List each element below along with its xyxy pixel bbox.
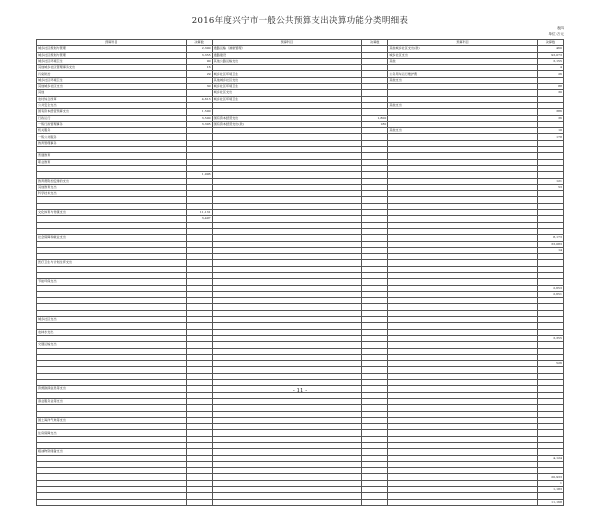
amount-cell: 36 <box>537 115 563 121</box>
amount-cell: 3,395 <box>186 121 212 127</box>
budget-item-cell: 城乡社区环境卫生 <box>212 71 362 77</box>
amount-cell: 2,653 <box>537 285 563 291</box>
budget-item-cell: 城乡社区支出 <box>37 317 187 323</box>
amount-cell: 53 <box>537 184 563 190</box>
budget-item-cell: 其他城乡社区支出(款) <box>388 46 538 52</box>
budget-item-cell <box>388 499 538 505</box>
budget-item-cell: 科学技术支出 <box>37 191 187 197</box>
header-cell: 决算数 <box>186 40 212 46</box>
header-cell: 预算科目 <box>37 40 187 46</box>
budget-item-cell: 节能环保支出 <box>37 279 187 285</box>
budget-item-cell: 城乡社区环境卫生 <box>37 58 187 64</box>
budget-item-cell: 城乡社区环境卫生 <box>37 77 187 83</box>
amount-cell: 2,651 <box>537 291 563 297</box>
amount-cell: 4,613 <box>186 96 212 102</box>
page-number: - 11 - <box>292 388 308 394</box>
amount-cell <box>362 499 388 505</box>
amount-cell: 14 <box>537 247 563 253</box>
budget-item-cell: 城乡社区支出 <box>388 52 538 58</box>
amount-cell: 1,183 <box>537 487 563 493</box>
budget-item-cell: 社会保障和就业支出 <box>37 235 187 241</box>
amount-cell: 93,073 <box>537 52 563 58</box>
budget-item-cell: 农村综合改革 <box>37 96 187 102</box>
amount-cell: 90 <box>186 58 212 64</box>
budget-item-cell: 交通运输支出 <box>37 342 187 348</box>
budget-item-cell: 其他城乡社区管理事务支出 <box>37 65 187 71</box>
budget-item-cell: 其他 <box>37 90 187 96</box>
budget-item-cell: 其他公路运输支出 <box>212 58 362 64</box>
amount-cell: 386 <box>537 109 563 115</box>
amount-cell: 29 <box>186 71 212 77</box>
budget-item-cell: 普通教育 <box>37 153 187 159</box>
budget-item-cell: 教育费附加安排的支出 <box>37 178 187 184</box>
amount-cell: 2,300 <box>186 46 212 52</box>
document-title: 2016年度兴宁市一般公共预算支出决算功能分类明细表 <box>191 16 409 26</box>
amount-cell: 3,355 <box>537 335 563 341</box>
header-cell: 决算数 <box>537 40 563 46</box>
budget-item-cell: 资源勘探信息等支出 <box>37 386 187 392</box>
amount-cell <box>186 499 212 505</box>
amount-cell: 1,996 <box>186 172 212 178</box>
budget-item-cell: 公共安全支出 <box>37 102 187 108</box>
budget-item-cell: 城乡社区环境卫生 <box>212 84 362 90</box>
budget-item-cell: 粮油物资储备支出 <box>37 449 187 455</box>
budget-item-cell: 其他城乡社区支出 <box>37 84 187 90</box>
budget-item-cell <box>37 499 187 505</box>
amount-cell: 33,083 <box>537 241 563 247</box>
budget-item-cell: 国有资本经营预算支出 <box>37 109 187 115</box>
budget-item-cell: 机关服务 <box>37 128 187 134</box>
budget-item-cell: 国有资本经营支出 <box>212 115 362 121</box>
amount-cell: 526 <box>537 361 563 367</box>
amount-cell: 460 <box>537 46 563 52</box>
budget-item-cell: 职业教育 <box>37 159 187 165</box>
budget-item-cell: 国有资本经营支出(款) <box>212 121 362 127</box>
budget-item-cell: 教育管理事务 <box>37 140 187 146</box>
budget-item-cell: 其他城乡社区支出 <box>212 77 362 83</box>
amount-cell: 4 <box>537 65 563 71</box>
amount-cell: 20,933 <box>537 474 563 480</box>
budget-item-cell: 医疗卫生与计划生育支出 <box>37 260 187 266</box>
budget-item-cell: 文化体育与传媒支出 <box>37 210 187 216</box>
amount-cell: 3,497 <box>186 216 212 222</box>
amount-cell: 180 <box>362 121 388 127</box>
amount-cell: 178 <box>537 134 563 140</box>
amount-cell: 4,124 <box>537 455 563 461</box>
budget-item-cell: 城乡社区规划与管理 <box>37 46 187 52</box>
budget-item-cell: 城乡社区规划与管理 <box>37 52 187 58</box>
budget-item-cell: 城乡社区环境卫生 <box>212 96 362 102</box>
amount-cell: 3,500 <box>186 115 212 121</box>
amount-cell: 1,500 <box>186 109 212 115</box>
budget-table <box>36 39 564 506</box>
budget-item-cell: 一般公共服务 <box>37 134 187 140</box>
budget-item-cell: 公务用车运行维护费 <box>388 71 538 77</box>
budget-item-cell: 其他教育支出 <box>37 184 187 190</box>
budget-item-cell: 其他支出 <box>388 77 538 83</box>
unit-label: 单位:万元 <box>548 32 564 36</box>
budget-item-cell: 国土海洋气象等支出 <box>37 417 187 423</box>
amount-cell: 1 <box>537 480 563 486</box>
budget-item-cell: 农林水支出 <box>37 329 187 335</box>
amount-cell: 26 <box>537 71 563 77</box>
amount-cell: 11,168 <box>537 499 563 505</box>
amount-cell: 3,355 <box>186 52 212 58</box>
amount-cell: 121 <box>537 178 563 184</box>
budget-item-cell: 商业服务业等支出 <box>37 398 187 404</box>
budget-item-cell: 一般行政管理事务 <box>37 121 187 127</box>
amount-cell: 10 <box>537 128 563 134</box>
table-label: 表四 <box>556 26 564 30</box>
table-row <box>37 499 564 505</box>
budget-item-cell: 其他 <box>388 58 538 64</box>
budget-item-cell: 城乡社区支出 <box>212 90 362 96</box>
amount-cell: 8,173 <box>537 235 563 241</box>
amount-cell: 16 <box>186 65 212 71</box>
amount-cell: 1,800 <box>362 115 388 121</box>
header-cell: 决算数 <box>362 40 388 46</box>
budget-item-cell <box>212 499 362 505</box>
budget-item-cell: 其他支出 <box>388 128 538 134</box>
amount-cell: 11,131 <box>186 210 212 216</box>
header-cell: 预算科目 <box>388 40 538 46</box>
budget-item-cell: 道路建设 <box>212 52 362 58</box>
budget-item-cell: 行政运行 <box>37 115 187 121</box>
amount-cell: 30 <box>537 90 563 96</box>
budget-item-cell: 其他支出 <box>388 102 538 108</box>
amount-cell: 30 <box>186 84 212 90</box>
amount-cell: 88 <box>537 84 563 90</box>
header-cell: 预算科目 <box>212 40 362 46</box>
budget-item-cell: 住房保障支出 <box>37 430 187 436</box>
budget-item-cell: 污染防治 <box>37 71 187 77</box>
budget-item-cell: 道路运输（港航管理） <box>212 46 362 52</box>
amount-cell: 3,155 <box>537 58 563 64</box>
